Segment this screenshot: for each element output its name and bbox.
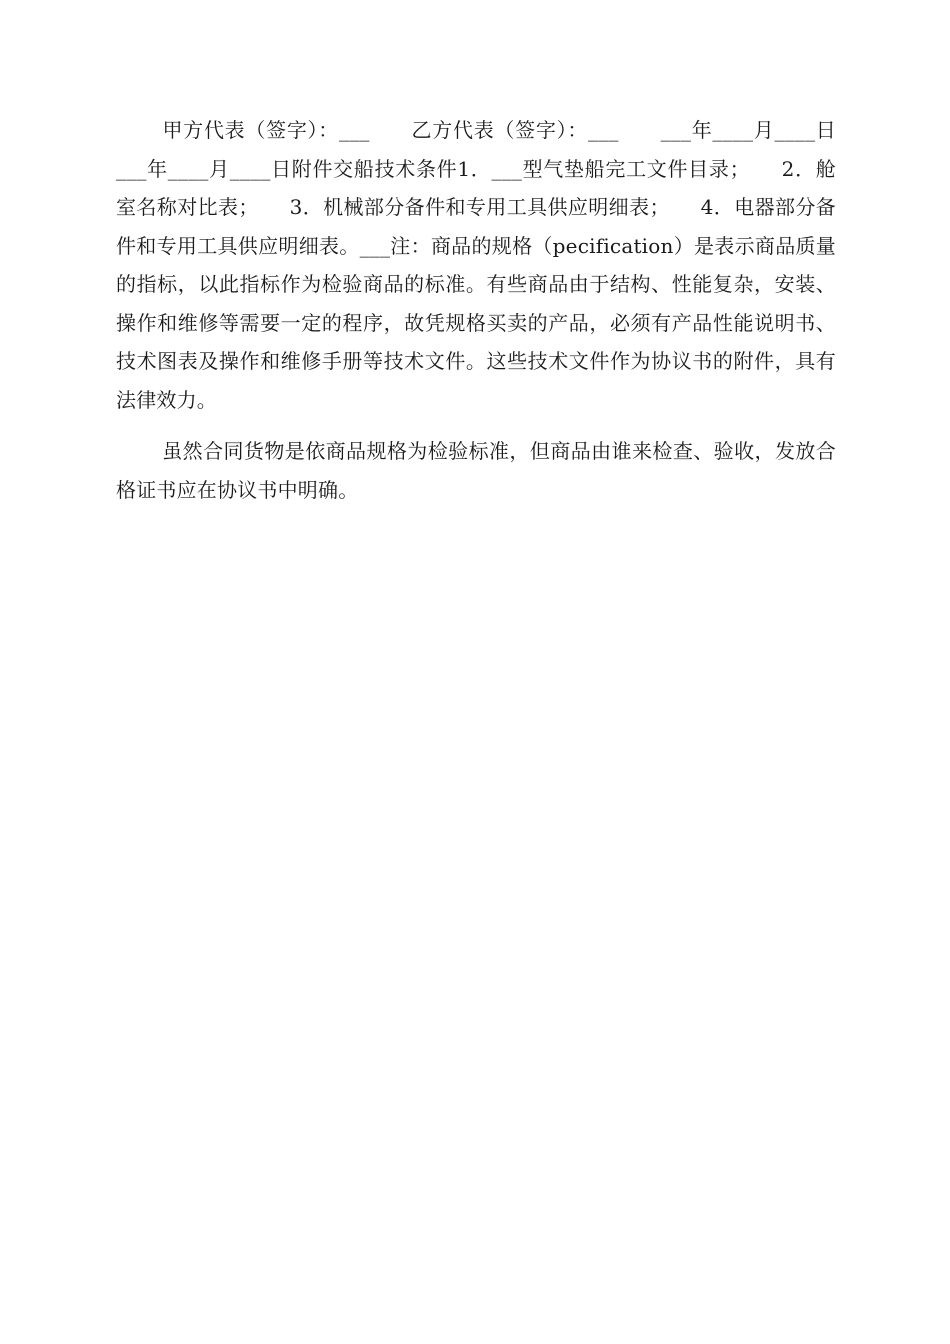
paragraph-text: 虽然合同货物是依商品规格为检验标准，但商品由谁来检查、验收，发放合格证书应在协议书中明确。 <box>116 439 836 502</box>
paragraph-text: 甲方代表（签字）：___ 乙方代表（签字）：___ ___年____月____日___年____月____日附件交船技术条件1．___型气垫船完工文件目录； 2．舱室名称对比表； 3．机械部分备件和专用工具供应明细表； 4．电器部分备件和专用工具供应明细表。___注：商品的规格（pecification）是表示商品质量的指标，以此指标作为检验商品的标准。有些商品由于结构、性能复杂，安装、操作和维修等需要一定的程序，故凭规格买卖的产品，必须有产品性能说明书、技术图表及操作和维修手册等技术文件。这些技术文件作为协议书的附件，具有法律效力。 <box>116 118 836 412</box>
paragraph-signatures-and-attachments <box>116 111 836 419</box>
paragraph-inspection-note <box>116 432 836 509</box>
